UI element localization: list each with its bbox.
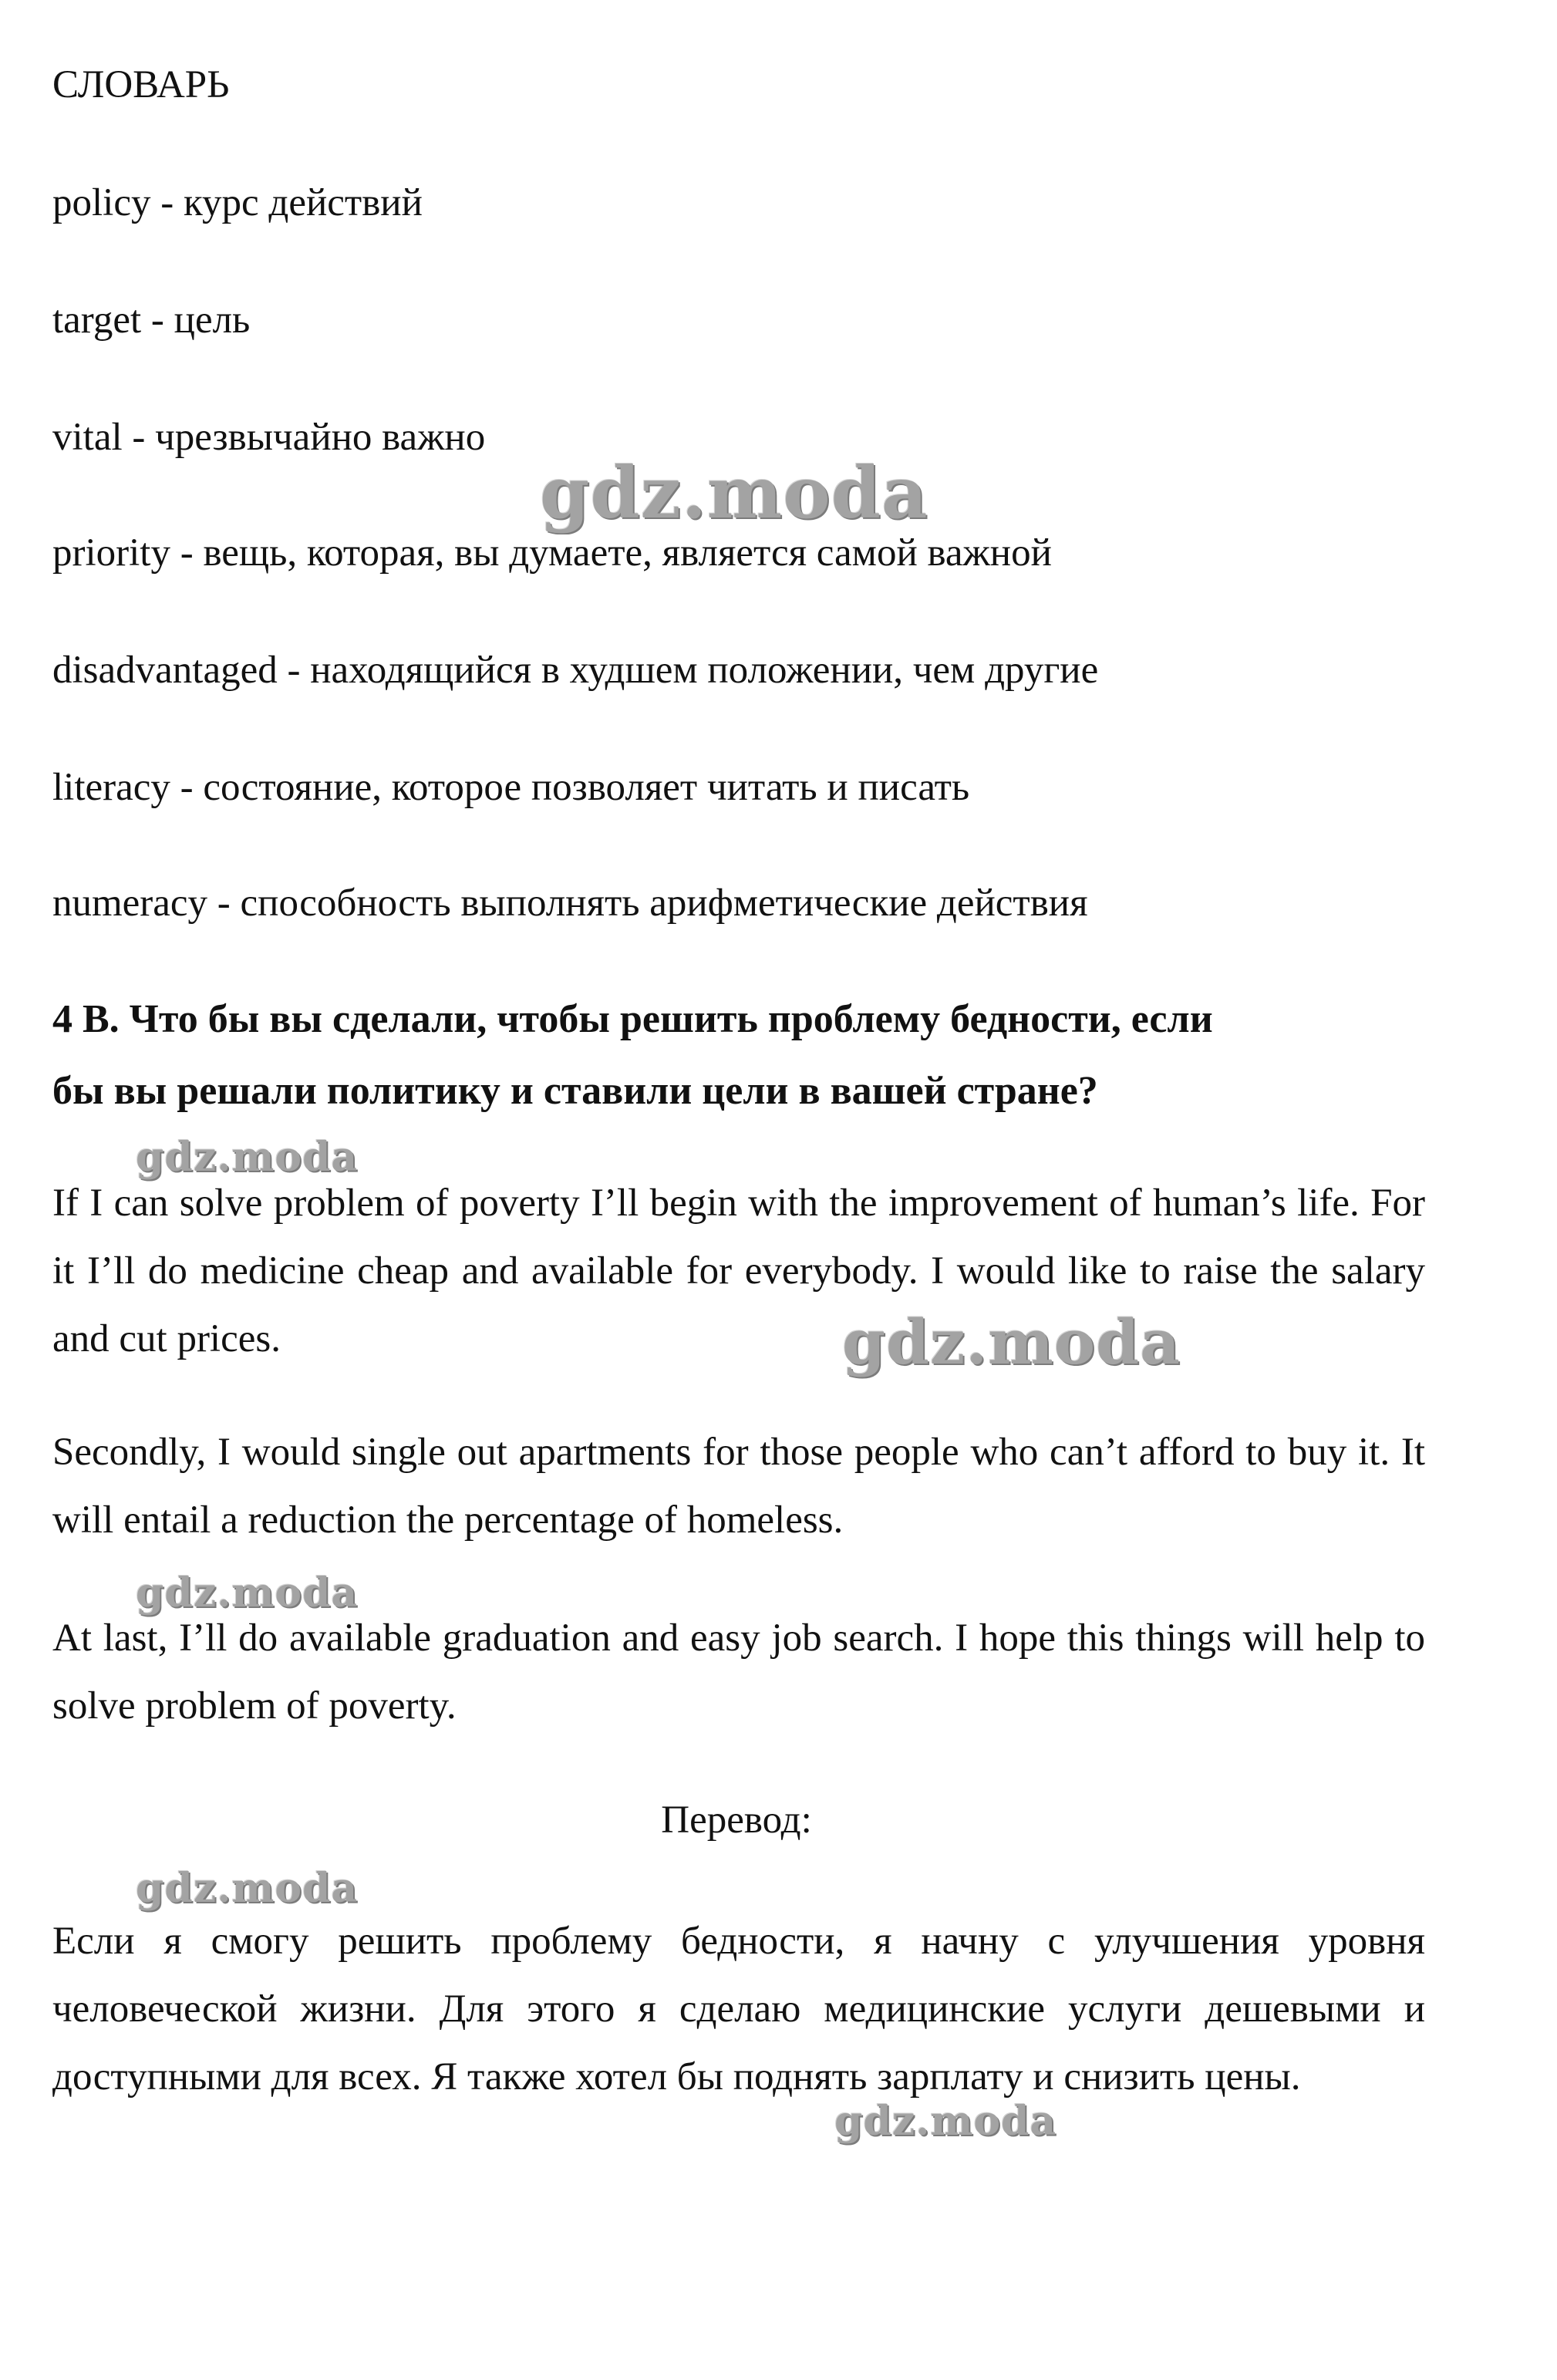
watermark-logo: gdz.moda bbox=[136, 1865, 359, 1912]
translation-label: Перевод: bbox=[661, 1798, 812, 1842]
vocab-item-literacy: literacy - состояние, которое позволяет читать и писать bbox=[52, 766, 970, 809]
vocab-item-vital: vital - чрезвычайно важно bbox=[52, 416, 486, 459]
translation-paragraph: Если я смогу решить проблему бедности, я начну с улучшения уровня человеческой жизни. Для этого я сделаю медицинские услуги дешевыми и доступными для всех. Я также хотел бы поднять зарплату и снизить цены. bbox=[52, 1920, 1425, 2099]
answer-paragraph-2: Secondly, I would single out apartments for those people who can’t afford to buy it. It will entail a reduction the percentage of homeless. bbox=[52, 1431, 1425, 1542]
watermark-logo: gdz.moda bbox=[842, 1306, 1181, 1378]
vocab-item-numeracy: numeracy - способность выполнять арифметические действия bbox=[52, 882, 1088, 925]
vocabulary-title: СЛОВАРЬ bbox=[52, 63, 230, 106]
watermark-logo: gdz.moda bbox=[136, 1569, 359, 1616]
vocab-item-disadvantaged: disadvantaged - находящийся в худшем положении, чем другие bbox=[52, 649, 1099, 692]
answer-paragraph-3: At last, I’ll do available graduation and easy job search. I hope this things will help to solve problem of poverty. bbox=[52, 1616, 1425, 1728]
question-line-1: 4 B. Что бы вы сделали, чтобы решить проблему бедности, если bbox=[52, 997, 1213, 1041]
watermark-logo: gdz.moda bbox=[834, 2098, 1057, 2145]
question-line-2: бы вы решали политику и ставили цели в вашей стране? bbox=[52, 1069, 1098, 1113]
vocab-item-target: target - цель bbox=[52, 298, 251, 342]
watermark-logo: gdz.moda bbox=[540, 451, 928, 534]
vocab-item-priority: priority - вещь, которая, вы думаете, является самой важной bbox=[52, 531, 1052, 575]
vocab-item-policy: policy - курс действий bbox=[52, 181, 423, 224]
answer-paragraph-1: If I can solve problem of poverty I’ll begin with the improvement of human’s life. For it I’ll do medicine cheap and available for everybody. I would like to raise the salary and cut prices. bbox=[52, 1182, 1425, 1360]
watermark-logo: gdz.moda bbox=[136, 1134, 359, 1181]
